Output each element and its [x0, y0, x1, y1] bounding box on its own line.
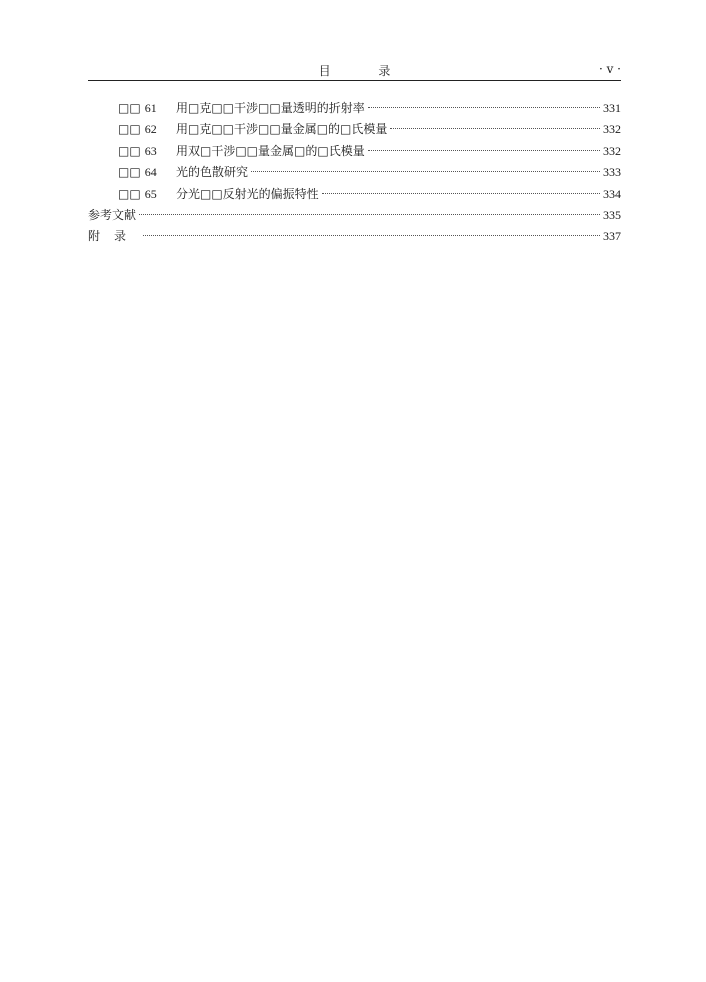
toc-appendix-page: 337 [603, 229, 621, 244]
toc-leader-dots [368, 150, 600, 151]
toc-entry-appendix[interactable] [88, 226, 621, 247]
toc-entry-index: 62 [144, 122, 157, 137]
toc-leader-dots [390, 128, 600, 129]
toc-entry-index: 64 [144, 165, 157, 180]
header-rule [88, 80, 621, 81]
toc-entry-number [118, 141, 176, 162]
toc-entry-number [118, 162, 176, 183]
toc-appendix-title: 附录 [88, 229, 141, 244]
toc-entry-number [118, 184, 176, 205]
toc-references-title: 参考文献 [88, 207, 137, 222]
toc-entry-prefix: □□ [118, 122, 141, 137]
toc-entry-page: 334 [603, 186, 621, 201]
table-of-contents [88, 98, 621, 248]
toc-entry-prefix: □□ [118, 143, 141, 158]
toc-entry-page: 332 [603, 122, 621, 137]
toc-leader-dots [322, 193, 600, 194]
header-title: 目 录 [318, 64, 413, 78]
toc-leader-dots [368, 107, 600, 108]
header-page-number: · v · [598, 62, 621, 76]
toc-entry-index: 65 [144, 186, 157, 201]
toc-leader-dots [143, 235, 600, 236]
toc-entry[interactable] [88, 184, 621, 205]
toc-entry-prefix: □□ [118, 101, 141, 115]
toc-entry-title: 用□克□□干涉□□量透明的折射率 [176, 101, 365, 115]
toc-entry[interactable] [88, 98, 621, 119]
toc-entry-page: 332 [603, 143, 621, 158]
toc-entry-title: 用□克□□干涉□□量金属□的□氏模量 [176, 122, 388, 137]
toc-entry-number [118, 119, 176, 140]
toc-entry-prefix: □□ [118, 165, 141, 180]
toc-entry-prefix: □□ [118, 186, 141, 201]
page-header [88, 56, 621, 80]
toc-entry-index: 61 [144, 101, 157, 115]
toc-leader-dots [251, 171, 600, 172]
toc-entry-index: 63 [144, 143, 157, 158]
toc-entry-title: 分光□□反射光的偏振特性 [176, 186, 319, 201]
toc-entry-references[interactable] [88, 205, 621, 226]
toc-entry-page: 331 [603, 101, 621, 115]
toc-references-page: 335 [603, 207, 621, 222]
toc-entry-title: 光的色散研究 [176, 165, 249, 180]
toc-entry-page: 333 [603, 165, 621, 180]
toc-entry[interactable] [88, 141, 621, 162]
toc-entry[interactable] [88, 119, 621, 140]
toc-entry[interactable] [88, 162, 621, 183]
toc-entry-title: 用双□干涉□□量金属□的□氏模量 [176, 143, 365, 158]
toc-entry-number [118, 98, 176, 119]
toc-leader-dots [139, 214, 600, 215]
